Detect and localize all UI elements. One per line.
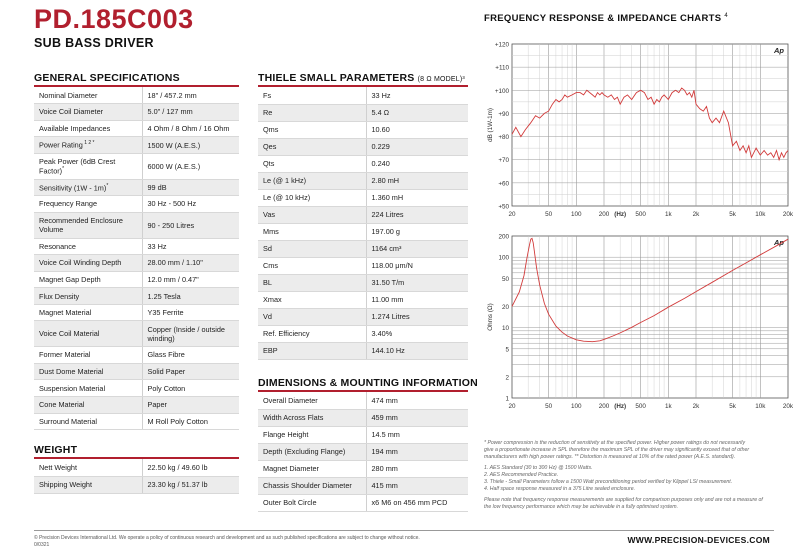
dimensions-label: Overall Diameter [258, 392, 366, 409]
x-tick-label: 100 [571, 403, 582, 410]
model-subtitle: SUB BASS DRIVER [34, 36, 154, 50]
general-spec-label: Peak Power (6dB Crest Factor)* [34, 153, 142, 179]
general-spec-row [34, 347, 239, 364]
thiele-row [258, 291, 468, 308]
general-spec-row [34, 396, 239, 413]
x-tick-label: 50 [545, 403, 553, 410]
thiele-label: Qes [258, 138, 366, 155]
general-spec-row [34, 255, 239, 272]
dimensions-value: 280 mm [366, 460, 468, 477]
general-spec-label: Magnet Material [34, 304, 142, 321]
general-spec-label: Voice Coil Material [34, 321, 142, 347]
dimensions-row [258, 460, 468, 477]
thiele-label: Re [258, 104, 366, 121]
dimensions-heading: DIMENSIONS & MOUNTING INFORMATION [258, 377, 478, 389]
thiele-value: 0.229 [366, 138, 468, 155]
y-tick-label: 5 [505, 346, 509, 354]
x-tick-label: (Hz) [614, 211, 627, 218]
dimensions-row [258, 443, 468, 460]
weight-label: Nett Weight [34, 459, 142, 476]
thiele-value: 33 Hz [366, 87, 468, 104]
general-spec-value: 90 - 250 Litres [142, 212, 239, 238]
y-tick-label: 10 [501, 325, 509, 333]
thiele-label: Sd [258, 240, 366, 257]
general-spec-row [34, 238, 239, 255]
impedance-chart [484, 228, 794, 418]
general-spec-table [34, 87, 239, 430]
thiele-label: Mms [258, 223, 366, 240]
footer-code: 0/0321 [34, 541, 50, 548]
thiele-row [258, 155, 468, 172]
thiele-heading-text: THIELE SMALL PARAMETERS [258, 72, 415, 84]
charts-heading-sup: 4 [724, 13, 728, 19]
thiele-value: 3.40% [366, 325, 468, 342]
general-spec-value: 30 Hz - 500 Hz [142, 196, 239, 213]
thiele-row [258, 325, 468, 342]
footnote-line: 1. AES Standard (30 to 300 Hz) @ 1500 Watts. [484, 465, 593, 471]
thiele-value: 1.274 Litres [366, 308, 468, 325]
weight-table [34, 459, 239, 494]
general-spec-label: Flux Density [34, 288, 142, 305]
y-tick-label: +70 [498, 157, 509, 165]
footnote-line: the low frequency performance which may be achievable in a fully optimised system. [484, 504, 679, 510]
x-tick-label: 200 [598, 211, 610, 218]
general-spec-value: Y35 Ferrite [142, 304, 239, 321]
thiele-row [258, 223, 468, 240]
thiele-label: Vas [258, 206, 366, 223]
dimensions-label: Flange Height [258, 426, 366, 443]
thiele-label: Qms [258, 121, 366, 138]
x-tick-label: 5k [729, 211, 736, 218]
general-spec-row [34, 321, 239, 347]
model-title: PD.185C003 [34, 4, 194, 34]
thiele-row [258, 138, 468, 155]
x-tick-label: 1k [664, 211, 672, 218]
footer-copyright-text: © Precision Devices International Ltd. We operate a policy of continuous research and development and as such published specifications are subject to change without notice. [34, 535, 420, 541]
general-spec-label: Resonance [34, 238, 142, 255]
ap-logo: Ap [774, 46, 784, 55]
x-tick-label: 5k [729, 403, 736, 410]
footnote-line: 4. Half space response measured in a 375 Litre sealed enclosure. [484, 486, 636, 492]
thiele-label: Xmax [258, 291, 366, 308]
y-tick-label: 1 [505, 395, 509, 403]
general-spec-value: 4 Ohm / 8 Ohm / 16 Ohm [142, 120, 239, 137]
thiele-value: 1.360 mH [366, 189, 468, 206]
thiele-row [258, 308, 468, 325]
y-tick-label: +110 [495, 64, 509, 72]
dimensions-value: 474 mm [366, 392, 468, 409]
thiele-row [258, 257, 468, 274]
general-spec-row [34, 380, 239, 397]
thiele-label: Qts [258, 155, 366, 172]
general-spec-row [34, 196, 239, 213]
footer-rule [34, 530, 774, 531]
thiele-heading [258, 72, 465, 84]
thiele-value: 2.80 mH [366, 172, 468, 189]
general-spec-row [34, 153, 239, 179]
weight-value: 23.30 kg / 51.37 lb [142, 476, 239, 493]
general-spec-heading: GENERAL SPECIFICATIONS [34, 72, 180, 84]
dimensions-row [258, 426, 468, 443]
ap-logo: Ap [774, 238, 784, 247]
thiele-heading-note: (8 Ω MODEL)³ [417, 76, 465, 83]
charts-heading-text: FREQUENCY RESPONSE & IMPEDANCE CHARTS [484, 13, 722, 25]
thiele-label: BL [258, 274, 366, 291]
x-tick-label: 20 [508, 211, 516, 218]
y-tick-label: +90 [498, 110, 509, 118]
x-tick-label: 10k [755, 211, 766, 218]
x-tick-label: 50 [545, 211, 553, 218]
footer-copyright [34, 535, 474, 548]
y-tick-label: +120 [494, 41, 509, 49]
thiele-value: 144.10 Hz [366, 342, 468, 359]
general-spec-row [34, 120, 239, 137]
general-spec-value: 28.00 mm / 1.10" [142, 255, 239, 272]
dimensions-value: 194 mm [366, 443, 468, 460]
general-spec-row [34, 413, 239, 430]
x-tick-label: 200 [598, 403, 610, 410]
general-spec-value: 99 dB [142, 179, 239, 196]
general-spec-label: Magnet Gap Depth [34, 271, 142, 288]
footnote-line: give a proportionate increase in SPL therefore the maximum SPL of the driver may significantly exceed that of other [484, 447, 750, 453]
x-tick-label: 2k [692, 403, 700, 410]
dimensions-value: 14.5 mm [366, 426, 468, 443]
general-spec-row [34, 137, 239, 154]
general-spec-value: Poly Cotton [142, 380, 239, 397]
general-spec-label: Cone Material [34, 396, 142, 413]
dimensions-row [258, 477, 468, 494]
thiele-label: Ref. Efficiency [258, 325, 366, 342]
x-tick-label: 20k [782, 211, 794, 218]
general-spec-label: Nominal Diameter [34, 87, 142, 104]
general-spec-label: Voice Coil Winding Depth [34, 255, 142, 272]
thiele-row [258, 87, 468, 104]
thiele-row [258, 274, 468, 291]
x-tick-label: 2k [692, 211, 700, 218]
thiele-row [258, 121, 468, 138]
y-tick-label: +60 [498, 180, 509, 188]
general-spec-value: 1500 W (A.E.S.) [142, 137, 239, 154]
general-spec-row [34, 304, 239, 321]
thiele-row [258, 342, 468, 359]
x-tick-label: 10k [755, 403, 766, 410]
general-spec-value: 12.0 mm / 0.47" [142, 271, 239, 288]
x-tick-label: 20 [508, 403, 516, 410]
general-spec-row [34, 87, 239, 104]
x-tick-label: 500 [635, 211, 646, 218]
footnotes [484, 440, 784, 511]
y-tick-label: +80 [498, 134, 509, 142]
general-spec-row [34, 271, 239, 288]
charts-heading [484, 13, 728, 24]
footnote-line: * Power compression is the reduction of sensitivity at the specified power. Higher power ratings do not necessarily [484, 440, 746, 446]
general-spec-label: Sensitivity (1W - 1m)* [34, 179, 142, 196]
y-axis-label: Ohms (Ω) [487, 303, 494, 331]
dimensions-row [258, 392, 468, 409]
thiele-label: Fs [258, 87, 366, 104]
general-spec-label: Power Rating $^{1 2 *}$ [34, 137, 142, 154]
x-tick-label: (Hz) [614, 403, 627, 410]
thiele-value: 5.4 Ω [366, 104, 468, 121]
general-spec-label: Suspension Material [34, 380, 142, 397]
thiele-value: 11.00 mm [366, 291, 468, 308]
y-tick-label: +50 [498, 203, 509, 211]
thiele-row [258, 206, 468, 223]
general-spec-value: Solid Paper [142, 363, 239, 380]
dimensions-row [258, 494, 468, 511]
thiele-value: 118.00 μm/N [366, 257, 468, 274]
y-tick-label: 50 [501, 275, 509, 283]
x-tick-label: 20k [782, 403, 794, 410]
thiele-value: 0.240 [366, 155, 468, 172]
thiele-row [258, 189, 468, 206]
general-spec-row [34, 179, 239, 196]
general-spec-label: Surround Material [34, 413, 142, 430]
general-spec-value: 33 Hz [142, 238, 239, 255]
x-tick-label: 500 [635, 403, 646, 410]
y-axis-label: dB (1W-1m) [487, 108, 494, 142]
general-spec-label: Voice Coil Diameter [34, 104, 142, 121]
thiele-row [258, 240, 468, 257]
weight-value: 22.50 kg / 49.60 lb [142, 459, 239, 476]
thiele-label: Le (@ 1 kHz) [258, 172, 366, 189]
weight-heading: WEIGHT [34, 444, 78, 456]
thiele-value: 1164 cm³ [366, 240, 468, 257]
x-tick-label: 100 [571, 211, 582, 218]
y-tick-label: 100 [498, 254, 509, 262]
general-spec-label: Available Impedances [34, 120, 142, 137]
general-spec-value: 18" / 457.2 mm [142, 87, 239, 104]
general-spec-label: Frequency Range [34, 196, 142, 213]
thiele-table [258, 87, 468, 360]
thiele-label: Vd [258, 308, 366, 325]
dimensions-value: 459 mm [366, 409, 468, 426]
weight-label: Shipping Weight [34, 476, 142, 493]
y-tick-label: 2 [505, 374, 509, 382]
thiele-label: Le (@ 10 kHz) [258, 189, 366, 206]
general-spec-row [34, 104, 239, 121]
footnote-line: 2. AES Recommended Practice. [484, 472, 559, 478]
footnote-line: Please note that frequency response measurements are supplied for comparison purposes only and are not a measure of [484, 497, 763, 503]
y-tick-label: +100 [494, 87, 509, 95]
dimensions-value: 415 mm [366, 477, 468, 494]
general-spec-value: Copper (Inside / outside winding) [142, 321, 239, 347]
general-spec-label: Dust Dome Material [34, 363, 142, 380]
thiele-value: 197.00 g [366, 223, 468, 240]
general-spec-row [34, 212, 239, 238]
thiele-row [258, 172, 468, 189]
x-tick-label: 1k [664, 403, 672, 410]
dimensions-label: Chassis Shoulder Diameter [258, 477, 366, 494]
dimensions-label: Width Across Flats [258, 409, 366, 426]
general-spec-value: M Roll Poly Cotton [142, 413, 239, 430]
thiele-label: EBP [258, 342, 366, 359]
thiele-value: 224 Litres [366, 206, 468, 223]
general-spec-value: 6000 W (A.E.S.) [142, 153, 239, 179]
dimensions-value: x6 M6 on 456 mm PCD [366, 494, 468, 511]
general-spec-label: Recommended Enclosure Volume [34, 212, 142, 238]
thiele-row [258, 104, 468, 121]
dimensions-row [258, 409, 468, 426]
general-spec-row [34, 363, 239, 380]
footnote-line: 3. Thiele - Small Parameters follow a 1500 Watt preconditioning period verified by Klippel LSI measurement. [484, 479, 733, 485]
dimensions-label: Outer Bolt Circle [258, 494, 366, 511]
y-tick-label: 200 [498, 233, 509, 241]
general-spec-row [34, 288, 239, 305]
thiele-value: 31.50 T/m [366, 274, 468, 291]
weight-row [34, 459, 239, 476]
dimensions-table [258, 392, 468, 512]
general-spec-value: 5.0" / 127 mm [142, 104, 239, 121]
thiele-label: Cms [258, 257, 366, 274]
general-spec-label: Former Material [34, 347, 142, 364]
general-spec-value: Paper [142, 396, 239, 413]
general-spec-value: Glass Fibre [142, 347, 239, 364]
dimensions-label: Depth (Excluding Flange) [258, 443, 366, 460]
y-tick-label: 20 [501, 303, 509, 311]
frequency-response-chart [484, 36, 794, 226]
thiele-value: 10.60 [366, 121, 468, 138]
footer-website[interactable]: WWW.PRECISION-DEVICES.COM [627, 535, 770, 545]
footnote-line: manufacturers with high power ratings. ** Distortion is measured at 10% of the rated power (A.E.S. standard). [484, 454, 736, 460]
dimensions-label: Magnet Diameter [258, 460, 366, 477]
general-spec-value: 1.25 Tesla [142, 288, 239, 305]
weight-row [34, 476, 239, 493]
